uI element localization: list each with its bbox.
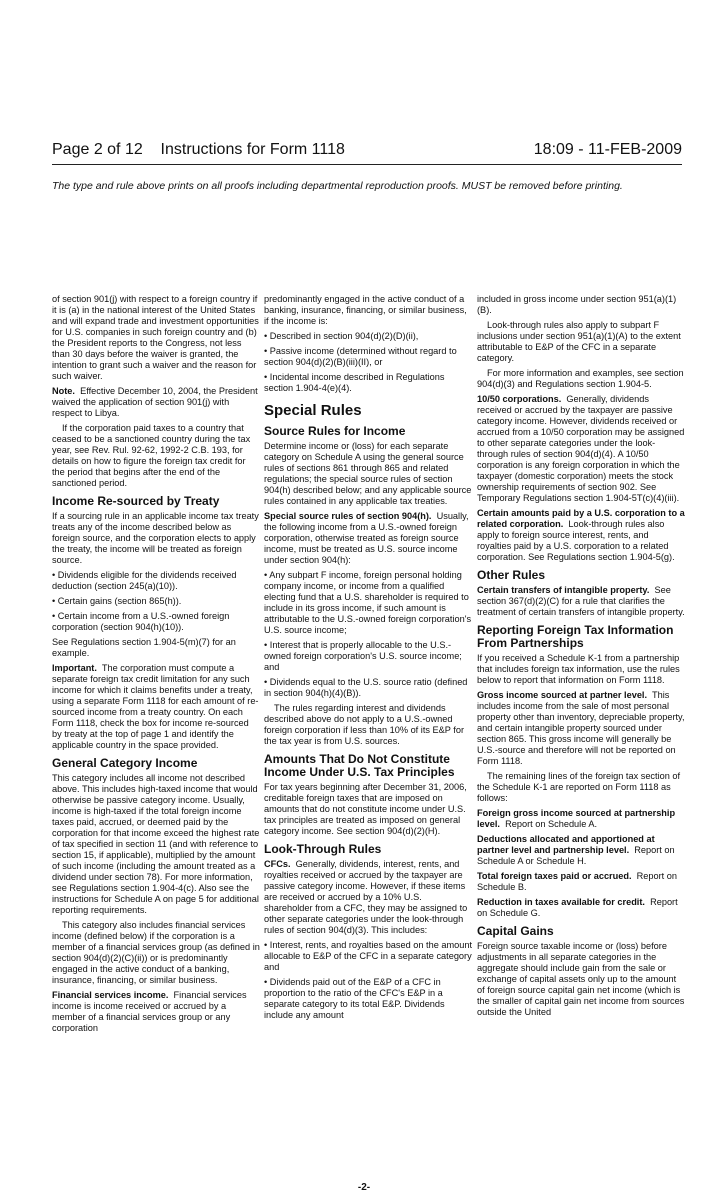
bullet-item: • Dividends equal to the U.S. source ratio (defined in section 904(h)(4)(B)).	[264, 677, 468, 698]
cfc-label: CFCs.	[264, 859, 291, 869]
page-label: Page 2 of 12	[52, 141, 143, 158]
bullet-item: • Any subpart F income, foreign personal holding company income, or income from a qualified electing fund that a U.S. shareholder is required to include in its gross income, if such amount is attributable to the U.S.-owned foreign corporation's U.S. source income;	[264, 570, 472, 635]
foreign-gross-text: Report on Schedule A.	[505, 819, 598, 829]
paragraph: If the corporation paid taxes to a country that ceased to be a sanctioned country during the tax year, see Rev. Rul. 92-62, 1992-2 C.B. 193, for details on how to figure the foreign tax credit for the period that begins after the end of the sanctioned period.	[52, 423, 251, 488]
transfers-label: Certain transfers of intangible property.	[477, 585, 650, 595]
financial-label: Financial services income.	[52, 990, 169, 1000]
cfc-text: Generally, dividends, interest, rents, and royalties received or accrued by the taxpayer are passive category income. However, if these items are received or accrued by a 10% U.S. shareholder from a CFC, they may be assigned to other separate categories under the look-through rules of section 904(d)(3). This includes:	[264, 859, 468, 935]
paragraph: This category also includes financial services income (defined below) if the corporation is a member of a financial services group (as defined in section 904(d)(2)(C)(ii)) or is predominantly engaged in the active conduct of a banking, insurance, financing, or similar business.	[52, 920, 260, 985]
proof-note: The type and rule above prints on all proofs including departmental reproduction proofs. MUST be removed before printing.	[52, 180, 623, 192]
deductions-paragraph	[477, 834, 685, 867]
reduction-label: Reduction in taxes available for credit.	[477, 897, 645, 907]
paragraph: Foreign source taxable income or (loss) before adjustments in all separate categories in the aggregate should include gain from the sale or exchange of capital assets only up to the amount of foreign source capital gain net income (which is the smaller of capital gain net income from sources outside the United	[477, 941, 685, 1017]
note-label: Note.	[52, 386, 75, 396]
foreign-gross-label: Foreign gross income sourced at partnership level.	[477, 808, 676, 829]
column-3	[477, 294, 685, 1022]
special-source-label: Special source rules of section 904(h).	[264, 511, 432, 521]
special-source-paragraph	[264, 511, 472, 566]
total-taxes-paragraph	[477, 871, 685, 893]
paragraph: If you received a Schedule K-1 from a partnership that includes foreign tax information, use the rules below to report that information on Form 1118.	[477, 653, 680, 685]
paragraph: Look-through rules also apply to subpart F inclusions under section 951(a)(1)(A) to the extent attributable to E&P of the CFC in a separate category.	[477, 320, 681, 363]
heading-amounts: Amounts That Do Not Constitute Income Under U.S. Tax Principles	[264, 752, 455, 779]
bullet-item: • Certain income from a U.S.-owned foreign corporation (section 904(h)(10)).	[52, 611, 230, 632]
heading-reporting: Reporting Foreign Tax Information From Partnerships	[477, 623, 674, 650]
special-source-text: Usually, the following income from a U.S.-owned foreign corporation, otherwise treated as foreign source income, must be treated as U.S. source income under section 904(h):	[264, 511, 469, 565]
heading-source-rules: Source Rules for Income	[264, 424, 406, 438]
paragraph: Determine income or (loss) for each separate category on Schedule A using the general source rules of sections 861 through 865 and related regulations; the special source rules of section 904(h) described below; and any applicable source rules contained in any applicable tax treaties.	[264, 441, 472, 506]
bullet-item: • Interest that is properly allocable to the U.S.-owned foreign corporation's U.S. source income; and	[264, 640, 462, 672]
financial-paragraph	[52, 990, 260, 1034]
paragraph: predominantly engaged in the active conduct of a banking, insurance, financing, or similar business, if the income is:	[264, 294, 467, 326]
doc-title: Instructions for Form 1118	[160, 141, 345, 158]
page-number: -2-	[357, 1182, 371, 1193]
heading-special-rules: Special Rules	[264, 402, 362, 419]
important-label: Important.	[52, 663, 97, 673]
gross-paragraph	[477, 690, 685, 767]
reduction-text: Report on Schedule G.	[477, 897, 678, 918]
paragraph: If a sourcing rule in an applicable income tax treaty treats any of the income described below as foreign source, and the corporation elects to apply the treaty, the income will be treated as foreign source.	[52, 511, 259, 565]
paragraph: This category includes all income not described above. This includes high-taxed income that would otherwise be passive category income. Usually, income is high-taxed if the total foreign income taxes paid, accrued, or deemed paid by the corporation for that income exceed the highest rate of tax specified in section 11 (and with reference to section 15, if applicable), multiplied by the amount of such income (including the amount treated as a dividend under section 78). For more information, see Regulations section 1.904-4(c). Also see the instructions for Schedule A on page 5 for additional reporting requirements.	[52, 773, 260, 915]
column-1	[52, 294, 260, 1038]
note-text: Effective December 10, 2004, the President waived the application of section 901(j) with respect to Libya.	[52, 386, 258, 418]
note-paragraph	[52, 386, 260, 419]
paragraph: For tax years beginning after December 31, 2006, creditable foreign taxes that are imposed on amounts that do not constitute income under U.S. tax principles are treated as imposed on general category income. See section 904(d)(2)(H).	[264, 782, 467, 836]
1050-label: 10/50 corporations.	[477, 394, 562, 404]
deductions-text: Report on Schedule A or Schedule H.	[477, 845, 675, 866]
important-text: The corporation must compute a separate foreign tax credit limitation for any such income for which it claims benefits under a treaty, using a separate Form 1118 for each amount of re-sourced income from a treaty country. On each Form 1118, check the box for income re-sourced by treaty at the top of page 1 and identify the applicable country in the space provided.	[52, 663, 259, 750]
heading-income-resourced: Income Re-sourced by Treaty	[52, 494, 220, 508]
heading-other-rules: Other Rules	[477, 568, 546, 582]
gross-text: This includes income from the sale of most personal property other than inventory, depreciable property, and certain intangible property sourced under section 865. This gross income will generally be U.S.-source and therefore will not be reported on Form 1118.	[477, 690, 685, 766]
important-paragraph	[52, 663, 260, 751]
page-header-left	[52, 141, 345, 159]
bullet-item: • Dividends paid out of the E&P of a CFC in proportion to the ratio of the CFC's E&P in a separate category to its total E&P. Dividends include any amount	[264, 977, 445, 1020]
total-taxes-text: Report on Schedule B.	[477, 871, 677, 892]
1050-paragraph	[477, 394, 685, 504]
bullet-item: • Incidental income described in Regulations section 1.904-4(e)(4).	[264, 372, 445, 393]
paragraph: included in gross income under section 951(a)(1)(B).	[477, 294, 677, 315]
gross-label: Gross income sourced at partner level.	[477, 690, 648, 700]
heading-capital-gains: Capital Gains	[477, 924, 554, 938]
foreign-gross-paragraph	[477, 808, 685, 830]
bullet-item: • Dividends eligible for the dividends received deduction (section 245(a)(10)).	[52, 570, 237, 591]
header-rule	[52, 164, 682, 165]
bullet-item: • Described in section 904(d)(2)(D)(ii),	[264, 331, 419, 341]
transfers-text: See section 367(d)(2)(C) for a rule that clarifies the treatment of certain transfers of intangible property.	[477, 585, 685, 617]
paragraph: The rules regarding interest and dividends described above do not apply to a U.S.-owned foreign corporation if less than 10% of its E&P for the tax year is from U.S. sources.	[264, 703, 465, 746]
1050-text: Generally, dividends received or accrued by the taxpayer are passive category income. However, dividends received or accrued from a 10/50 corporation may be assigned to other separate categories under the look-through rules of section 904(d)(4). A 10/50 corporation is any foreign corporation in which the taxpayer (domestic corporation) meets the stock ownership requirements of section 902. See Temporary Regulations section 1.904-5T(c)(4)(iii).	[477, 394, 685, 503]
heading-general-category: General Category Income	[52, 756, 198, 770]
timestamp: 18:09 - 11-FEB-2009	[533, 141, 682, 158]
certain-amounts-label: Certain amounts paid by a U.S. corporation to a related corporation.	[477, 508, 685, 529]
bullet-item: • Certain gains (section 865(h)).	[52, 596, 182, 606]
page-header	[52, 141, 682, 161]
cfc-paragraph	[264, 859, 472, 936]
financial-text: Financial services income is income received or accrued by a member of a financial services group or any corporation	[52, 990, 247, 1033]
paragraph: For more information and examples, see section 904(d)(3) and Regulations section 1.904-5.	[477, 368, 684, 389]
deductions-label: Deductions allocated and apportioned at partner level and partnership level.	[477, 834, 655, 855]
certain-amounts-text: Look-through rules also apply to foreign source interest, rents, and royalties paid by a U.S. corporation to a related corporation. See Regulations section 1.904-5(g).	[477, 519, 675, 562]
total-taxes-label: Total foreign taxes paid or accrued.	[477, 871, 632, 881]
column-2	[264, 294, 472, 1025]
paragraph: See Regulations section 1.904-5(m)(7) for an example.	[52, 637, 236, 658]
bullet-item: • Interest, rents, and royalties based on the amount allocable to E&P of the CFC in a separate category and	[264, 940, 473, 972]
paragraph: The remaining lines of the foreign tax section of the Schedule K-1 are reported on Form 1118 as follows:	[477, 771, 681, 803]
reduction-paragraph	[477, 897, 685, 919]
transfers-paragraph	[477, 585, 685, 618]
certain-amounts-paragraph	[477, 508, 685, 563]
heading-look-through: Look-Through Rules	[264, 842, 382, 856]
bullet-item: • Passive income (determined without regard to section 904(d)(2)(B)(iii)(II), or	[264, 346, 457, 367]
paragraph: of section 901(j) with respect to a foreign country if it is (a) in the national interest of the United States and will expand trade and investment opportunities for U.S. companies in such foreign country and (b) the President reports to the Congress, not less than 30 days before the waiver is granted, the intention to grant such a waiver and the reason for such waiver.	[52, 294, 259, 381]
